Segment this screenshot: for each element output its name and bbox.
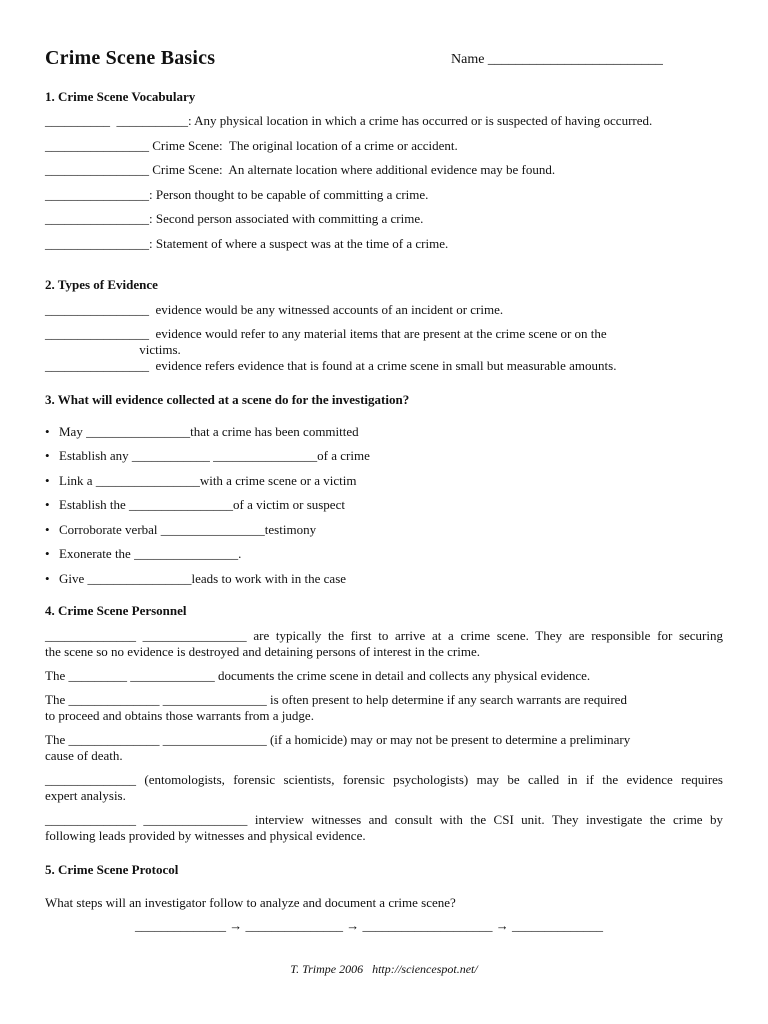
- list-item: [45, 497, 345, 513]
- section-3-heading: 3. What will evidence collected at a scene do for the investigation?: [45, 392, 410, 407]
- evidence-line: ________________ evidence would be any witnessed accounts of an incident or crime.: [45, 302, 504, 317]
- vocab-line: __________ ___________: Any physical location in which a crime has occurred or is suspected of having occurred.: [45, 113, 653, 128]
- personnel-line: ______________ (entomologists, forensic scientists, forensic psychologists) may be called in if the evidence requires: [45, 772, 723, 787]
- bullet-icon: •: [45, 473, 50, 488]
- bullet-text: Give ________________leads to work with in the case: [59, 571, 347, 586]
- bullet-icon: •: [45, 497, 50, 512]
- personnel-line: expert analysis.: [45, 788, 126, 803]
- bullet-icon: •: [45, 546, 50, 561]
- bullet-text: Establish the ________________of a victim or suspect: [59, 497, 345, 512]
- vocab-line: ________________: Statement of where a suspect was at the time of a crime.: [45, 236, 449, 251]
- protocol-steps-flow: ______________ → _______________ → ____________________ → ______________: [135, 918, 603, 933]
- protocol-question: What steps will an investigator follow to analyze and document a crime scene?: [45, 895, 456, 910]
- evidence-line: ________________ evidence refers evidence that is found at a crime scene in small but measurable amounts.: [45, 358, 617, 373]
- personnel-line: to proceed and obtains those warrants from a judge.: [45, 708, 314, 723]
- vocab-line: ________________ Crime Scene: An alternate location where additional evidence may be found.: [45, 162, 556, 177]
- personnel-line: The ______________ ________________ is often present to help determine if any search warrants are required: [45, 692, 627, 707]
- name-field: Name _________________________: [451, 52, 663, 67]
- bullet-text: May ________________that a crime has been committed: [59, 424, 359, 439]
- bullet-text: Establish any ____________ ________________of a crime: [59, 448, 370, 463]
- personnel-line: cause of death.: [45, 748, 123, 763]
- section-5-heading: 5. Crime Scene Protocol: [45, 862, 179, 877]
- bullet-icon: •: [45, 424, 50, 439]
- bullet-icon: •: [45, 522, 50, 537]
- personnel-line: the scene so no evidence is destroyed and detaining persons of interest in the crime.: [45, 644, 481, 659]
- list-item: [45, 546, 241, 562]
- personnel-line: ______________ ________________ are typically the first to arrive at a crime scene. They are responsible for securing: [45, 628, 723, 643]
- section-1-heading: 1. Crime Scene Vocabulary: [45, 89, 196, 104]
- page-title: Crime Scene Basics: [45, 47, 216, 69]
- personnel-line: ______________ ________________ interview witnesses and consult with the CSI unit. They investigate the crime by: [45, 812, 723, 827]
- evidence-line: ________________ evidence would refer to any material items that are present at the crime scene or on the: [45, 326, 607, 341]
- vocab-line: ________________ Crime Scene: The original location of a crime or accident.: [45, 138, 458, 153]
- personnel-line: The _________ _____________ documents the crime scene in detail and collects any physical evidence.: [45, 668, 591, 683]
- personnel-line: following leads provided by witnesses and physical evidence.: [45, 828, 366, 843]
- list-item: [45, 473, 356, 489]
- list-item: [45, 571, 346, 587]
- vocab-line: ________________: Second person associated with committing a crime.: [45, 211, 424, 226]
- footer-credit: T. Trimpe 2006 http://sciencespot.net/: [290, 962, 478, 976]
- evidence-line: victims.: [45, 342, 181, 357]
- section-4-heading: 4. Crime Scene Personnel: [45, 603, 187, 618]
- bullet-text: Corroborate verbal ________________testimony: [59, 522, 317, 537]
- list-item: [45, 522, 316, 538]
- bullet-text: Exonerate the ________________.: [59, 546, 242, 561]
- list-item: [45, 448, 370, 464]
- bullet-icon: •: [45, 448, 50, 463]
- list-item: [45, 424, 359, 440]
- vocab-line: ________________: Person thought to be capable of committing a crime.: [45, 187, 429, 202]
- bullet-text: Link a ________________with a crime scene or a victim: [59, 473, 357, 488]
- personnel-line: The ______________ ________________ (if a homicide) may or may not be present to determine a preliminary: [45, 732, 631, 747]
- section-2-heading: 2. Types of Evidence: [45, 277, 158, 292]
- bullet-icon: •: [45, 571, 50, 586]
